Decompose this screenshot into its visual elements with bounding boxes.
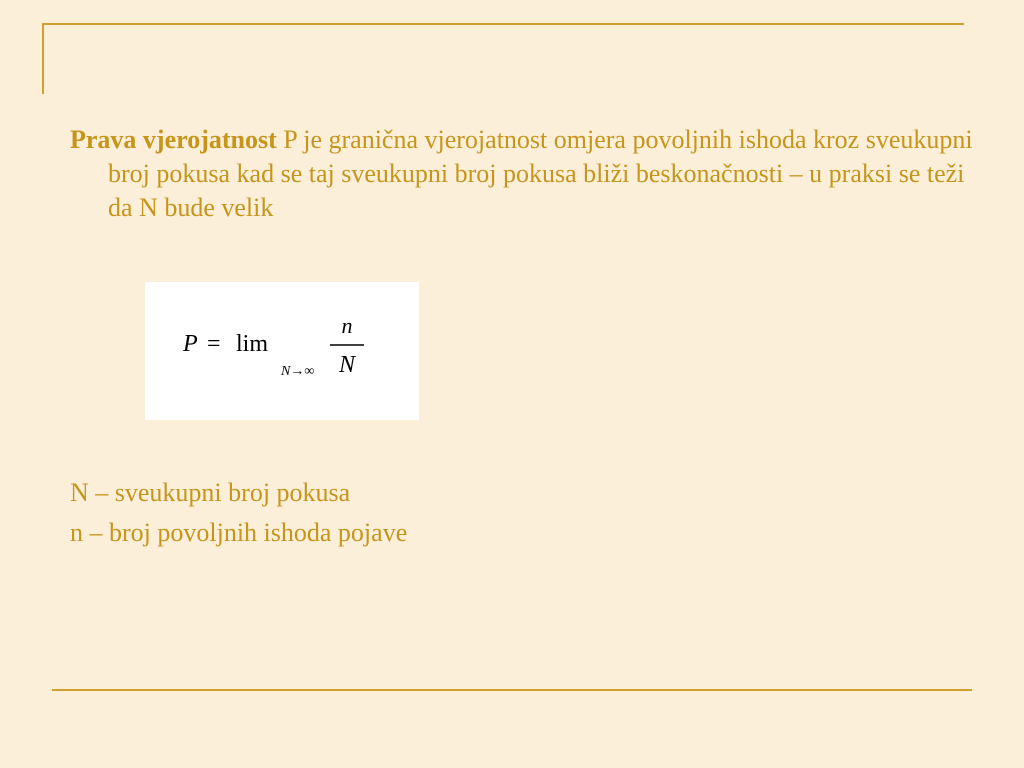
formula-box bbox=[145, 282, 419, 420]
definition-paragraph bbox=[70, 123, 978, 225]
frame-top-line bbox=[42, 23, 964, 25]
frame-left-line bbox=[42, 23, 44, 94]
formula-subscript: N→∞ bbox=[281, 364, 315, 379]
definition-term: Prava vjerojatnost bbox=[70, 125, 277, 154]
formula-lhs: P bbox=[183, 331, 198, 357]
formula-denominator: N bbox=[338, 352, 356, 378]
frame-bottom-line bbox=[52, 689, 972, 691]
formula-numerator: n bbox=[341, 313, 353, 338]
legend-list bbox=[70, 473, 407, 553]
formula-lim: lim bbox=[236, 331, 269, 357]
legend-item-n: n – broj povoljnih ishoda pojave bbox=[70, 518, 408, 547]
formula-equals: = bbox=[207, 331, 221, 357]
legend-item-N: N – sveukupni broj pokusa bbox=[70, 478, 351, 507]
formula-image bbox=[145, 282, 419, 420]
definition-text: P je granična vjerojatnost omjera povoljnih ishoda kroz sveukupni broj pokusa kad se taj sveukupni broj pokusa bliži beskonačnosti – u praksi se teži da N bude velik bbox=[108, 125, 973, 222]
